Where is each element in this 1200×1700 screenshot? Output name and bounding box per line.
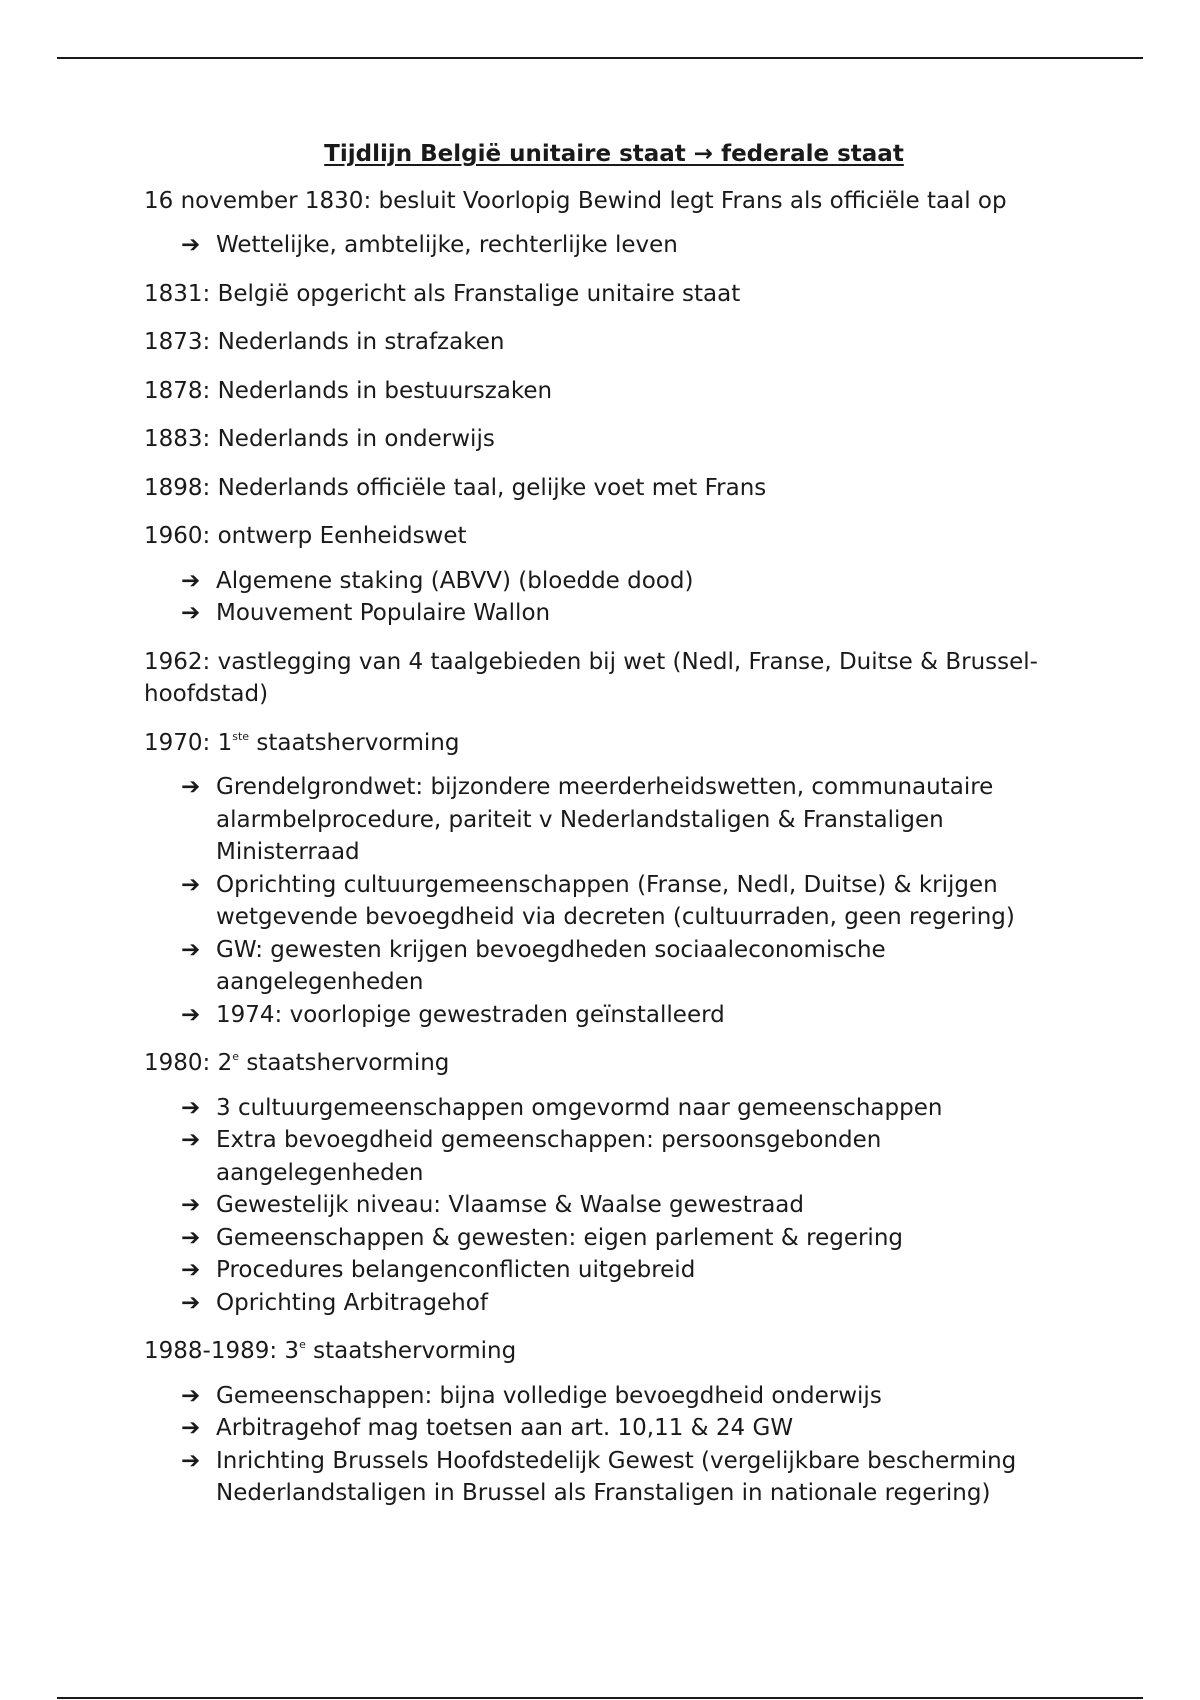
entry-1883: 1883: Nederlands in onderwijs bbox=[144, 426, 495, 452]
entry-1878: 1878: Nederlands in bestuurszaken bbox=[144, 377, 553, 404]
bullets-1960 bbox=[144, 565, 1084, 630]
bullet-item bbox=[144, 1189, 1084, 1222]
bullet-item bbox=[144, 869, 1084, 934]
bullet-item bbox=[144, 565, 1084, 598]
arrow-right-icon: ➔ bbox=[181, 1447, 201, 1474]
arrow-right-icon: ➔ bbox=[181, 774, 201, 800]
bullet-text: Inrichting Brussels Hoofdstedelijk Gewest (vergelijkbare bescherming Nederlandstaligen in Brussel als Franstaligen in nationale regering) bbox=[216, 1447, 1017, 1506]
document-body bbox=[144, 138, 1084, 1526]
entry-1898: 1898: Nederlands officiële taal, gelijke voet met Frans bbox=[144, 474, 767, 501]
bullets-1830 bbox=[144, 229, 1084, 262]
entry-1831: 1831: België opgericht als Franstalige unitaire staat bbox=[144, 280, 741, 307]
arrow-right-icon: ➔ bbox=[181, 1224, 201, 1251]
arrow-right-icon: ➔ bbox=[181, 1094, 201, 1121]
arrow-right-icon: ➔ bbox=[181, 600, 201, 626]
bullet-text: 3 cultuurgemeenschappen omgevormd naar gemeenschappen bbox=[216, 1094, 943, 1121]
bullets-1970 bbox=[144, 771, 1084, 1031]
bullet-item bbox=[144, 1380, 1084, 1413]
arrow-right-icon: ➔ bbox=[181, 232, 201, 258]
bullets-1980 bbox=[144, 1092, 1084, 1320]
ordinal-suffix: e bbox=[232, 1050, 240, 1063]
arrow-right-icon: ➔ bbox=[181, 936, 201, 963]
bullet-text: Extra bevoegdheid gemeenschappen: persoonsgebonden aangelegenheden bbox=[216, 1127, 882, 1186]
bullet-text: Gemeenschappen & gewesten: eigen parlement & regering bbox=[216, 1224, 903, 1251]
header-rule bbox=[57, 57, 1143, 59]
entry-1970-prefix: 1970: 1 bbox=[144, 729, 233, 756]
bullet-item bbox=[144, 1222, 1084, 1255]
bullet-text: GW: gewesten krijgen bevoegdheden sociaaleconomische aangelegenheden bbox=[216, 936, 886, 995]
arrow-right-icon: ➔ bbox=[181, 1415, 201, 1441]
arrow-right-icon: ➔ bbox=[181, 1289, 201, 1316]
bullet-item bbox=[144, 999, 1084, 1032]
bullet-item bbox=[144, 771, 1084, 869]
entry-1970-suffix: staatshervorming bbox=[249, 729, 460, 756]
bullet-item bbox=[144, 597, 1084, 630]
arrow-right-icon: ➔ bbox=[181, 567, 201, 594]
bullet-item bbox=[144, 1445, 1084, 1510]
bullet-item bbox=[144, 1092, 1084, 1125]
bullet-text: Algemene staking (ABVV) (bloedde dood) bbox=[216, 567, 694, 594]
bullet-text: Oprichting cultuurgemeenschappen (Franse, Nedl, Duitse) & krijgen wetgevende bevoegdheid via decreten (cultuurraden, geen regering) bbox=[216, 871, 1015, 930]
bullets-1988 bbox=[144, 1380, 1084, 1510]
bullet-text: Arbitragehof mag toetsen aan art. 10,11 & 24 GW bbox=[216, 1415, 794, 1441]
document-title: Tijdlijn België unitaire staat → federale staat bbox=[324, 141, 904, 167]
bullet-item bbox=[144, 1124, 1084, 1189]
arrow-right-icon: ➔ bbox=[181, 1257, 201, 1283]
bullet-text: 1974: voorlopige gewestraden geïnstalleerd bbox=[216, 1001, 725, 1028]
bullet-text: Gewestelijk niveau: Vlaamse & Waalse gewestraad bbox=[216, 1192, 805, 1218]
footer-rule bbox=[57, 1697, 1143, 1699]
bullet-item bbox=[144, 1412, 1084, 1445]
bullet-item bbox=[144, 229, 1084, 262]
bullet-item bbox=[144, 1254, 1084, 1287]
bullet-item bbox=[144, 1287, 1084, 1320]
entry-1962: 1962: vastlegging van 4 taalgebieden bij wet (Nedl, Franse, Duitse & Brussel-hoofdstad) bbox=[144, 648, 1038, 707]
entry-1980 bbox=[144, 1047, 1084, 1080]
arrow-right-icon: ➔ bbox=[181, 1382, 201, 1409]
bullet-text: Mouvement Populaire Wallon bbox=[216, 600, 551, 626]
entry-1980-suffix: staatshervorming bbox=[239, 1050, 450, 1076]
ordinal-suffix: ste bbox=[232, 729, 250, 743]
bullet-item bbox=[144, 934, 1084, 999]
bullet-text: Oprichting Arbitragehof bbox=[216, 1289, 488, 1316]
entry-1988-suffix: staatshervorming bbox=[305, 1338, 517, 1364]
arrow-right-icon: ➔ bbox=[181, 871, 201, 898]
bullet-text: Grendelgrondwet: bijzondere meerderheidswetten, communautaire alarmbelprocedure, pariteit v Nederlandstaligen & Franstaligen Ministerraad bbox=[216, 774, 994, 865]
entry-1960: 1960: ontwerp Eenheidswet bbox=[144, 523, 467, 549]
bullet-text: Procedures belangenconflicten uitgebreid bbox=[216, 1257, 696, 1283]
bullet-text: Gemeenschappen: bijna volledige bevoegdheid onderwijs bbox=[216, 1382, 882, 1409]
entry-1988 bbox=[144, 1335, 1084, 1368]
entry-1830: 16 november 1830: besluit Voorlopig Bewind legt Frans als officiële taal op bbox=[144, 187, 1007, 214]
ordinal-suffix: e bbox=[299, 1338, 306, 1351]
arrow-right-icon: ➔ bbox=[181, 1001, 201, 1028]
entry-1873: 1873: Nederlands in strafzaken bbox=[144, 329, 505, 355]
bullet-text: Wettelijke, ambtelijke, rechterlijke leven bbox=[216, 232, 678, 258]
arrow-right-icon: ➔ bbox=[181, 1127, 201, 1153]
entry-1970 bbox=[144, 727, 1084, 760]
entry-1980-prefix: 1980: 2 bbox=[144, 1050, 233, 1076]
arrow-right-icon: ➔ bbox=[181, 1192, 201, 1218]
entry-1988-prefix: 1988-1989: 3 bbox=[144, 1338, 300, 1364]
